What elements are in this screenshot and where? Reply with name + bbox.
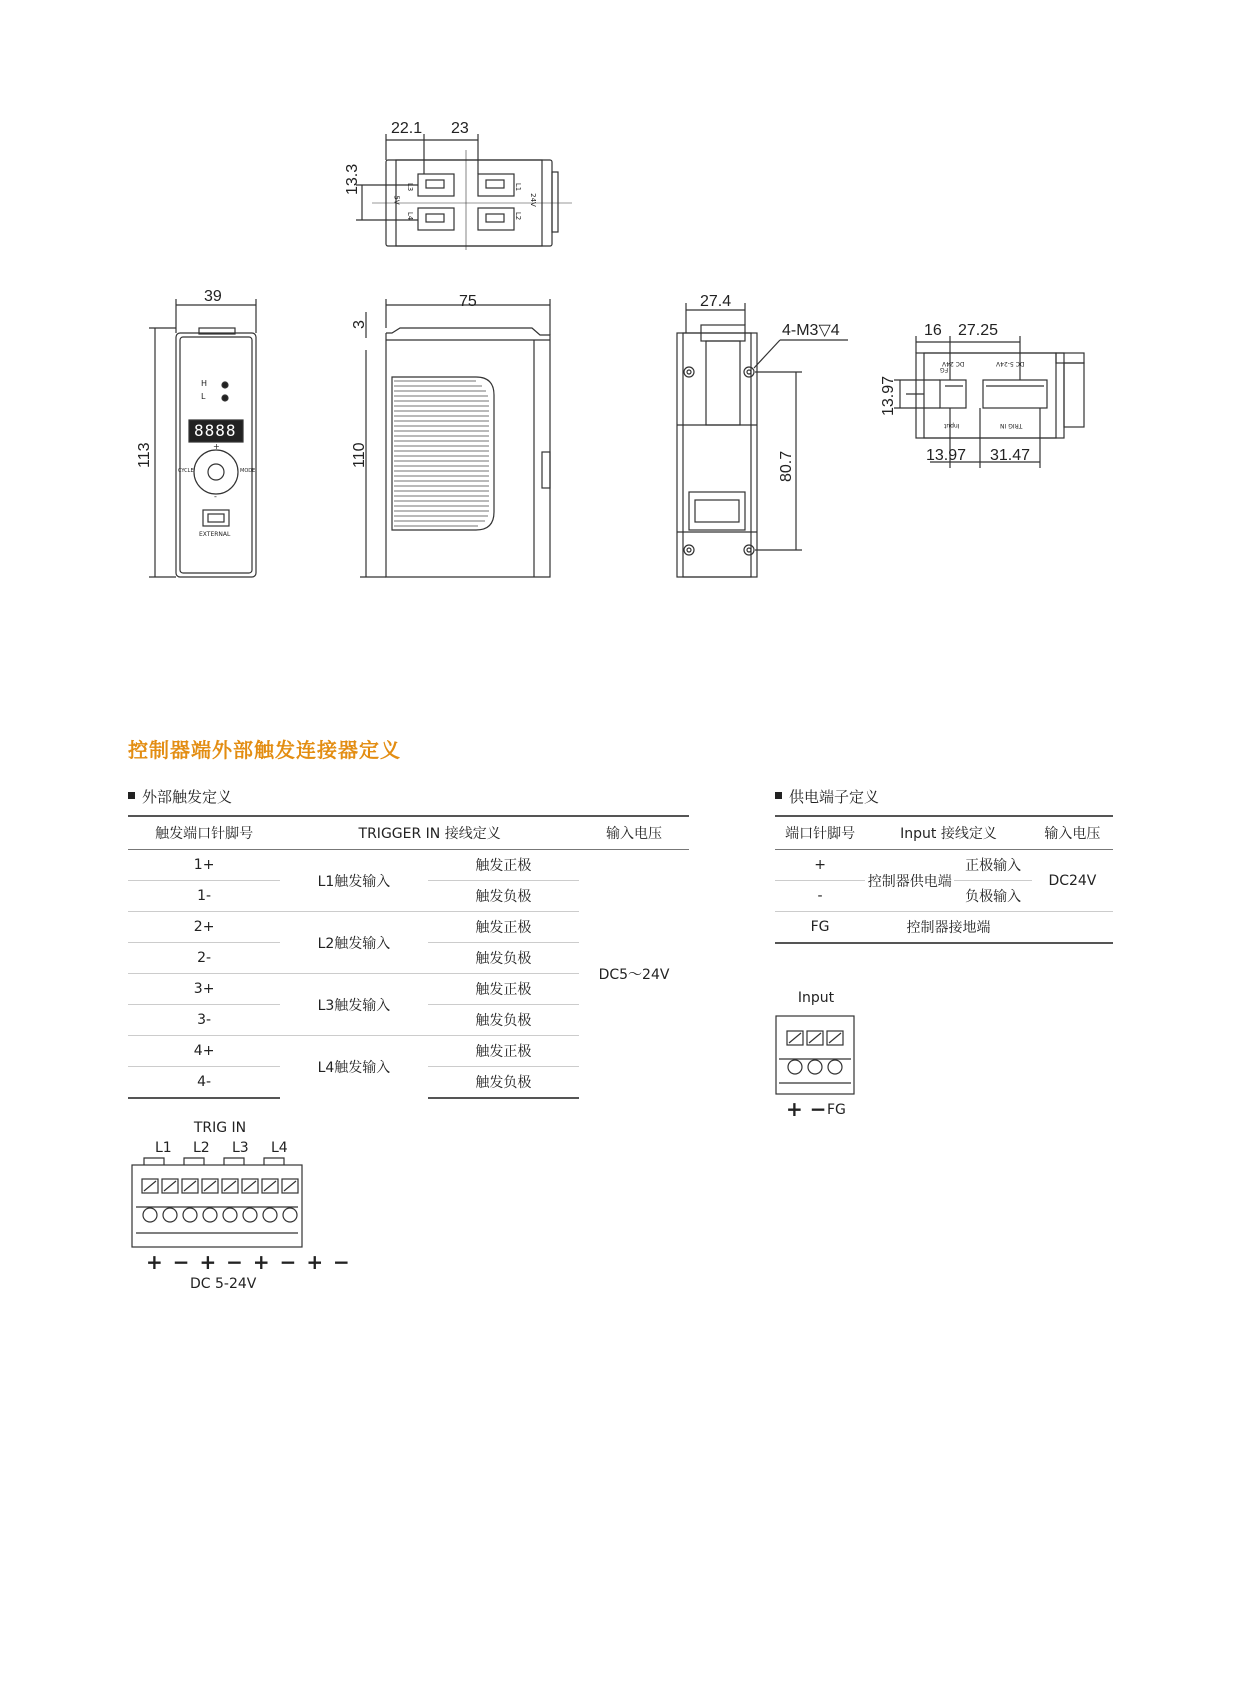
power-pin: - (775, 881, 865, 912)
label-top-l2: L2 (514, 211, 523, 221)
table-row (128, 850, 689, 881)
key-cycle: CYCLE (178, 468, 194, 474)
trigger-pin: 4- (128, 1067, 280, 1099)
dim-front-113: 113 (136, 442, 153, 468)
dim-rear-thread-spec: 4-M3 (782, 322, 819, 339)
rear-view-drawing (677, 303, 848, 577)
label-top-24v: 24V (528, 193, 537, 207)
dim-bottom-13-97: 13.97 (926, 447, 967, 464)
power-voltage: DC24V (1032, 850, 1113, 912)
power-table (775, 815, 1113, 944)
dim-bottom-31-47: 31.47 (990, 447, 1031, 464)
trigger-group: L1触发输入 (280, 850, 427, 912)
trigger-group: L4触发输入 (317, 1060, 391, 1076)
label-top-5v: 5V (392, 195, 401, 205)
trigger-header-def: TRIGGER IN 接线定义 (280, 816, 579, 850)
trigger-pin: 3+ (128, 974, 280, 1005)
power-def: 负极输入 (954, 881, 1031, 912)
trig-connector-polarity: + − + − + − + − (146, 1250, 350, 1274)
trigger-pin: 4+ (128, 1036, 280, 1067)
segment-display: 8888 (194, 421, 237, 440)
trigger-group: L2触发输入 (280, 912, 427, 974)
key-minus: - (214, 492, 217, 501)
depth-symbol: ▽ (818, 322, 831, 339)
trigger-def: 触发正极 (428, 850, 579, 881)
key-mode: MODE (240, 468, 256, 474)
power-header-def: Input 接线定义 (865, 816, 1032, 850)
label-bottom-input: Input (944, 422, 960, 429)
dim-side-75: 75 (459, 293, 477, 310)
dimension-drawings (0, 0, 1241, 640)
trig-channel-l1: L1 (155, 1140, 172, 1156)
trigger-header-pin: 触发端口针脚号 (128, 816, 280, 850)
dim-front-39: 39 (204, 288, 222, 305)
trig-channel-l3: L3 (232, 1140, 249, 1156)
label-bottom-dc24v: DC 24V (942, 360, 965, 367)
trigger-table-subtitle (128, 786, 232, 807)
external-port-label: EXTERNAL (199, 531, 231, 538)
power-header-voltage: 输入电压 (1032, 816, 1113, 850)
trig-connector-title: TRIG IN (193, 1120, 247, 1136)
key-plus: + (213, 442, 220, 451)
label-bottom-fg: FG (940, 366, 949, 373)
side-view-fins (394, 381, 489, 526)
label-top-l3: L3 (406, 182, 415, 192)
trigger-pin: 1+ (128, 850, 280, 881)
dim-bottom-27-25: 27.25 (958, 322, 999, 339)
power-def: 控制器接地端 (865, 912, 1032, 944)
trigger-def: 触发负极 (428, 1067, 579, 1099)
trig-channel-l4: L4 (271, 1140, 288, 1156)
power-voltage-empty (1032, 912, 1113, 944)
trigger-pin: 2+ (128, 912, 280, 943)
label-top-l4: L4 (406, 211, 415, 221)
trig-connector-voltage: DC 5-24V (190, 1276, 257, 1292)
dim-rear-thread-depth: 4 (830, 322, 840, 339)
label-bottom-dc5-24v: DC 5-24V (996, 360, 1025, 367)
trigger-pin: 3- (128, 1005, 280, 1036)
dim-side-3: 3 (351, 320, 368, 329)
trigger-def: 触发负极 (428, 943, 579, 974)
power-table-subtitle-text: 供电端子定义 (789, 788, 880, 806)
power-table-subtitle (775, 786, 879, 807)
trigger-def: 触发正极 (428, 1036, 579, 1067)
indicator-h-label: H (201, 379, 208, 388)
label-top-l1: L1 (514, 182, 523, 192)
trigger-group: L3触发输入 (280, 974, 427, 1036)
input-connector-title: Input (797, 990, 835, 1006)
dim-bottom-16: 16 (924, 322, 942, 339)
section-title: 控制器端外部触发连接器定义 (128, 738, 401, 762)
input-connector-drawing (775, 1015, 855, 1095)
side-view-drawing (360, 299, 550, 577)
dim-top-23: 23 (451, 120, 469, 137)
trigger-def: 触发负极 (428, 881, 579, 912)
trigger-def: 触发正极 (428, 912, 579, 943)
trigger-voltage: DC5～24V (598, 967, 670, 983)
trig-connector-drawing (128, 1155, 306, 1250)
table-row (775, 912, 1113, 944)
power-pin: + (775, 850, 865, 881)
bullet-square (128, 792, 135, 799)
power-group: 控制器供电端 (865, 850, 954, 912)
label-bottom-trig-in: TRIG IN (1000, 422, 1023, 429)
dim-top-13-3: 13.3 (344, 163, 361, 195)
dim-top-22-1: 22.1 (391, 120, 423, 137)
power-pin: FG (775, 912, 865, 944)
trigger-table (128, 815, 689, 1099)
power-def: 正极输入 (954, 850, 1031, 881)
top-view-drawing (356, 134, 572, 250)
trigger-table-subtitle-text: 外部触发定义 (142, 788, 233, 806)
trigger-header-voltage: 输入电压 (579, 816, 689, 850)
input-connector-polarity: + − (786, 1097, 827, 1121)
trigger-pin: 1- (128, 881, 280, 912)
table-row (775, 850, 1113, 881)
trigger-def: 触发正极 (428, 974, 579, 1005)
trigger-def: 触发负极 (428, 1005, 579, 1036)
bottom-view-drawing (894, 336, 1084, 468)
bullet-square (775, 792, 782, 799)
dim-side-110: 110 (351, 442, 368, 468)
dim-rear-27-4: 27.4 (700, 293, 732, 310)
dim-rear-80-7: 80.7 (778, 450, 795, 482)
dim-bottom-13-97-vertical: 13.97 (880, 375, 897, 416)
input-connector-fg: FG (827, 1102, 846, 1118)
dim-rear-thread (782, 320, 840, 340)
indicator-l-label: L (201, 392, 206, 401)
power-header-pin: 端口针脚号 (775, 816, 865, 850)
trigger-pin: 2- (128, 943, 280, 974)
trig-channel-l2: L2 (193, 1140, 210, 1156)
